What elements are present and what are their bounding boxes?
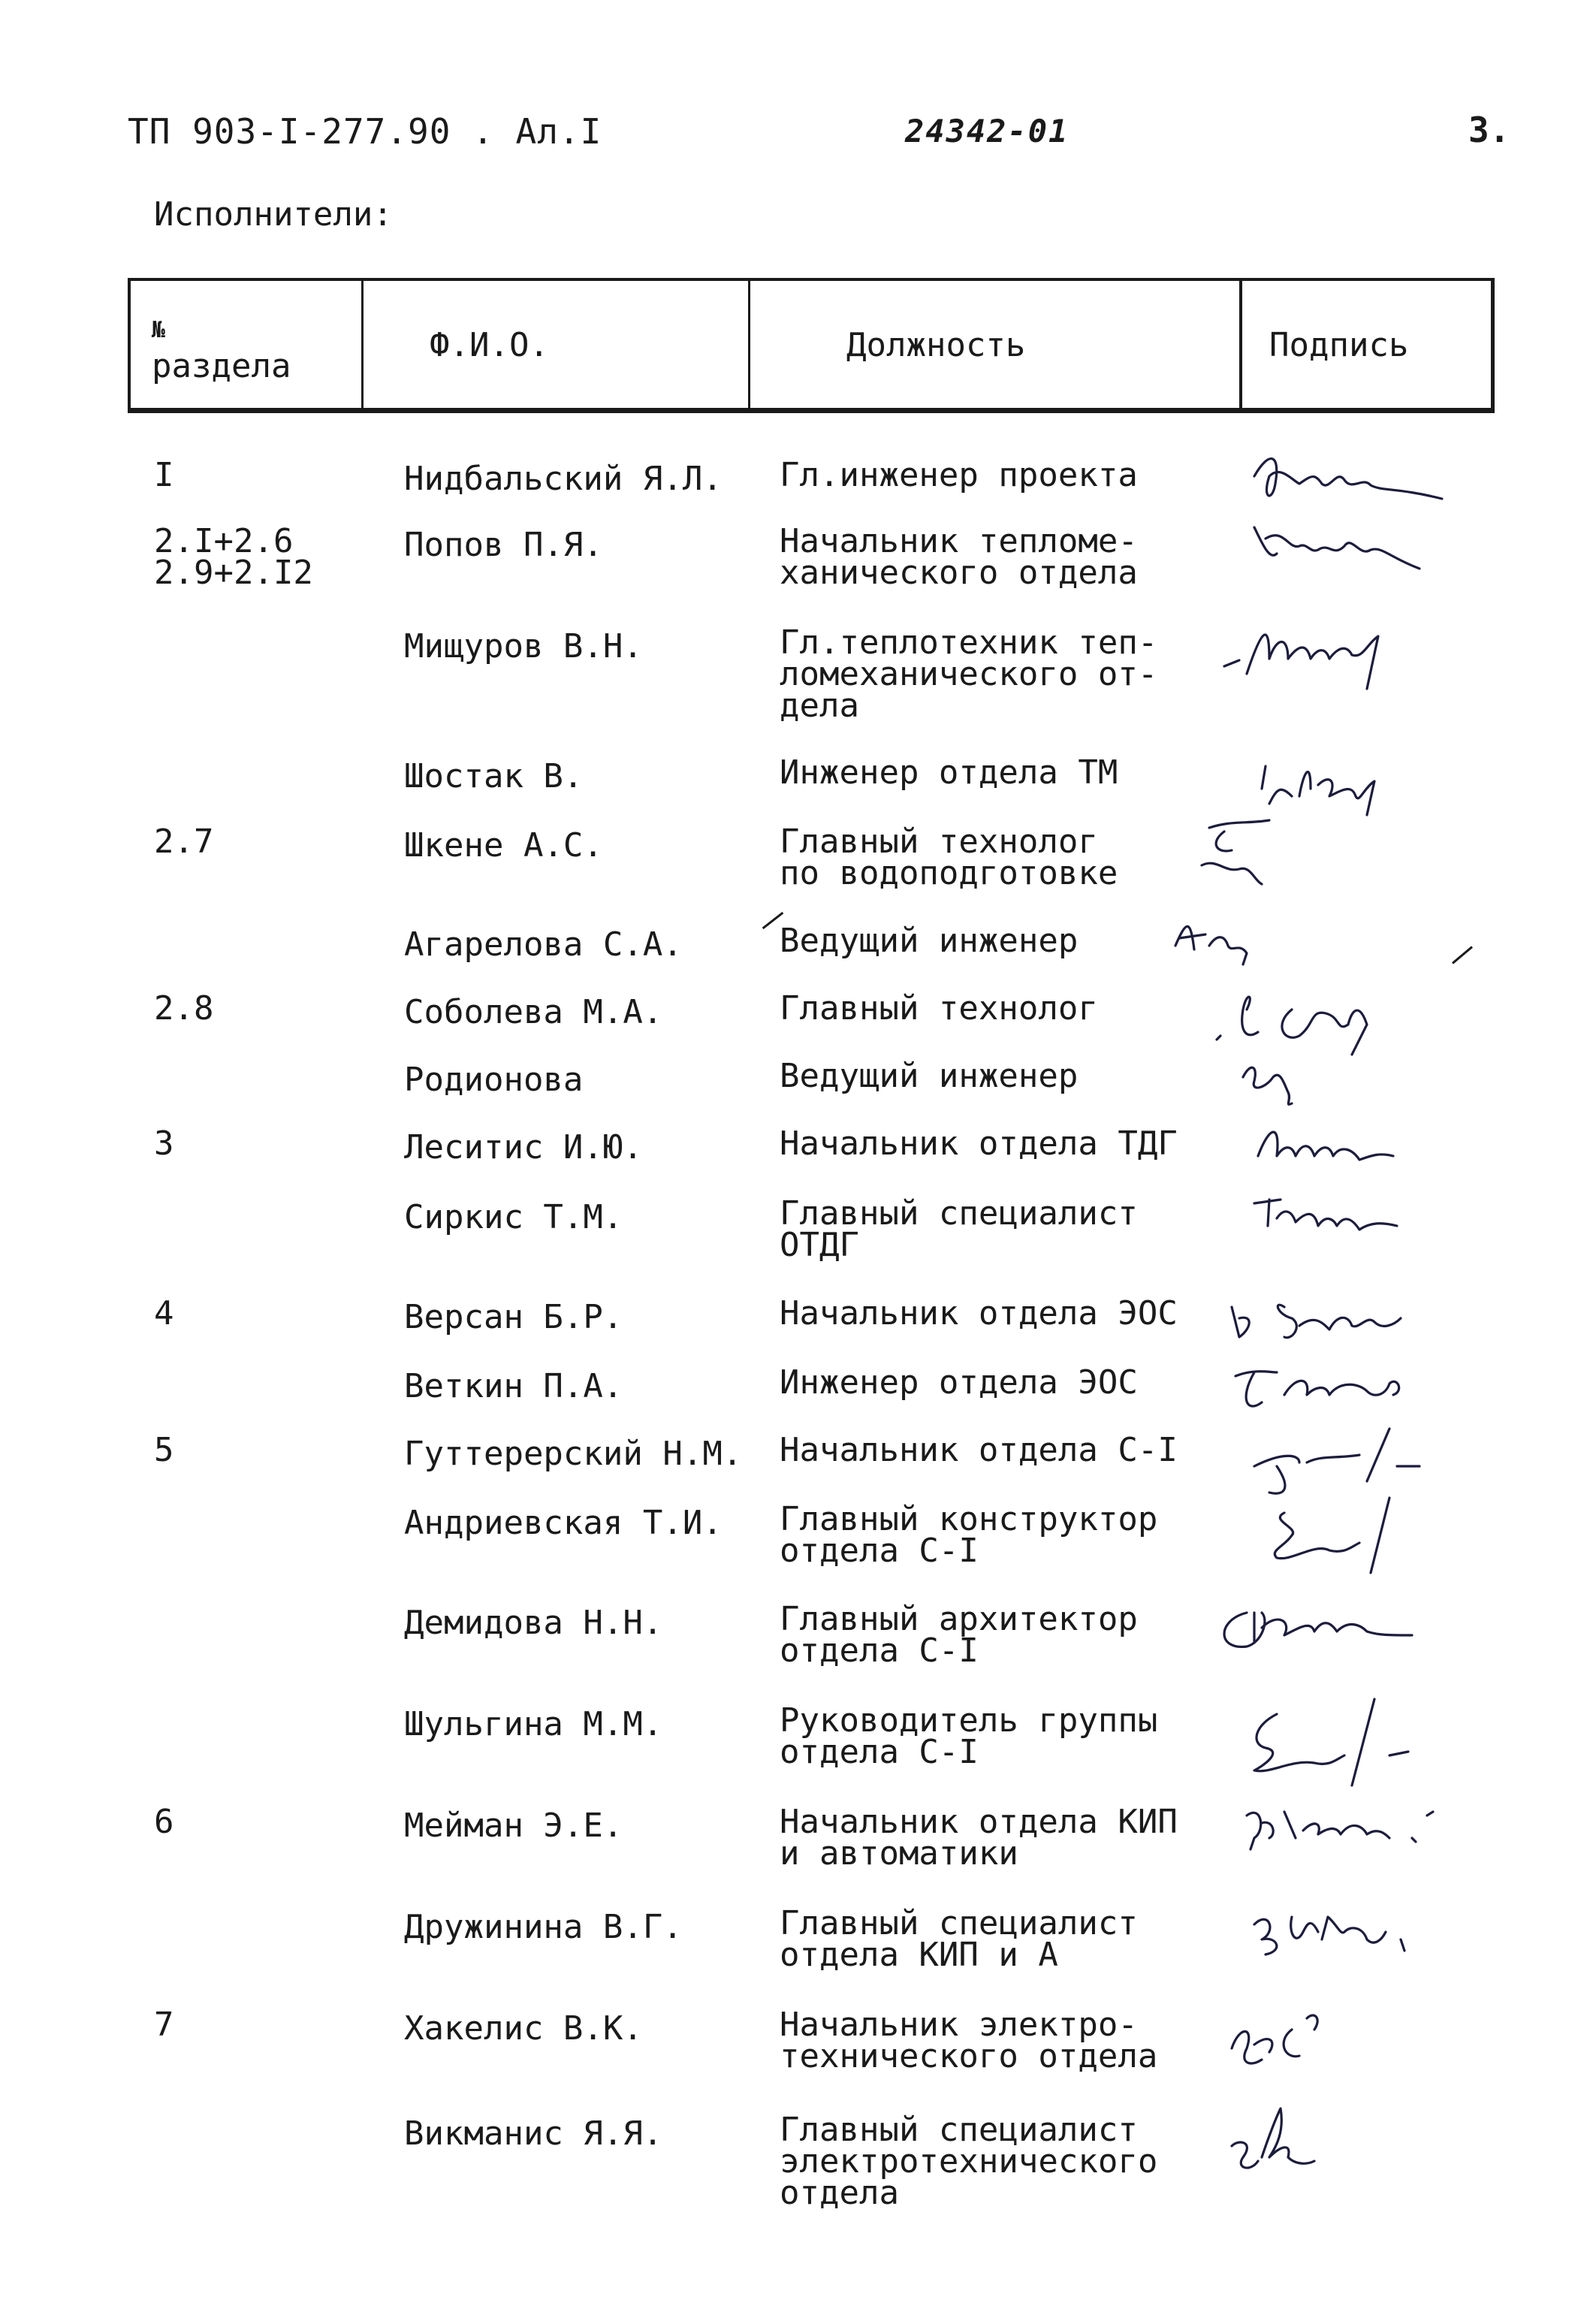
performer-position: Инженер отдела ТМ <box>780 753 1118 792</box>
handwritten-signature <box>1164 912 1284 964</box>
handwritten-signature <box>1232 1047 1337 1107</box>
performer-position: Начальник отдела КИП и автоматики <box>780 1803 1178 1873</box>
handwritten-signature <box>1239 1115 1412 1175</box>
handwritten-signature <box>1239 1185 1412 1245</box>
performer-position: Начальник электро- технического отдела <box>780 2006 1158 2075</box>
performer-name: Версан Б.Р. <box>404 1298 623 1336</box>
performer-position: Инженер отдела ЭОС <box>780 1363 1138 1402</box>
handwritten-signature <box>1217 614 1412 696</box>
handwritten-signature <box>1179 813 1322 895</box>
performer-name: Дружинина В.Г. <box>404 1908 683 1946</box>
document-code: ТП 903-I-277.90 . Ал.I <box>128 111 602 152</box>
performer-name: Леситис И.Ю. <box>404 1128 643 1167</box>
performer-name: Соболева М.А. <box>404 993 663 1031</box>
handwritten-signature <box>1232 1793 1442 1853</box>
number-sign: № <box>152 317 166 343</box>
document-number: 24342-01 <box>905 113 1070 149</box>
performer-position: Ведущий инженер <box>780 1057 1079 1095</box>
handwritten-signature <box>1217 1284 1412 1360</box>
header-cell-signature <box>1242 281 1494 408</box>
performer-name: Шульгина М.М. <box>404 1705 663 1743</box>
performer-position: Главный архитектор отдела С-I <box>780 1600 1138 1670</box>
performer-position: Главный специалист ОТДГ <box>780 1194 1138 1264</box>
section-number: 2.I+2.6 2.9+2.I2 <box>154 522 313 592</box>
handwritten-signature <box>1209 1996 1344 2078</box>
header-position-label: Должность <box>846 326 1026 364</box>
handwritten-signature <box>1217 1354 1412 1421</box>
performer-name: Нидбальский Я.Л. <box>404 460 723 498</box>
section-number: I <box>154 456 174 494</box>
section-number: 7 <box>154 2006 174 2044</box>
handwritten-signature <box>1217 1692 1412 1797</box>
performer-name: Андриевская Т.И. <box>404 1504 723 1542</box>
handwritten-signature <box>1239 512 1435 580</box>
performer-position: Начальник отдела С-I <box>780 1431 1178 1469</box>
header-cell-fio <box>364 281 750 408</box>
handwritten-signature <box>1239 1490 1420 1580</box>
performer-name: Веткин П.А. <box>404 1367 623 1405</box>
handwritten-signature <box>1247 744 1420 819</box>
section-number: 5 <box>154 1431 174 1469</box>
page-number: 3. <box>1468 110 1510 150</box>
performer-name: Попов П.Я. <box>404 526 603 564</box>
performer-position: Руководитель группы отдела С-I <box>780 1701 1158 1771</box>
header-cell-section <box>131 281 364 408</box>
pen-mark <box>1452 946 1473 964</box>
header-section-label: раздела <box>152 347 291 385</box>
section-number: 3 <box>154 1124 174 1163</box>
performer-position: Гл.теплотехник теп- ломеханического от- дела <box>780 623 1158 725</box>
section-title: Исполнители: <box>154 195 393 234</box>
performer-name: Мищуров В.Н. <box>404 627 643 666</box>
handwritten-signature <box>1239 446 1450 514</box>
performer-name: Демидова Н.Н. <box>404 1604 663 1642</box>
header-fio-label: Ф.И.О. <box>430 326 549 364</box>
performer-name: Викманис Я.Я. <box>404 2114 663 2153</box>
performer-position: Начальник отдела ЭОС <box>780 1294 1178 1333</box>
performer-name: Сиркис Т.М. <box>404 1198 623 1236</box>
performer-name: Шостак В. <box>404 757 584 795</box>
performer-name: Родионова <box>404 1061 584 1099</box>
performer-position: Главный специалист отдела КИП и А <box>780 1904 1138 1974</box>
performer-position: Гл.инженер проекта <box>780 456 1138 494</box>
performer-position: Главный технолог по водоподготовке <box>780 822 1118 892</box>
handwritten-signature <box>1202 1590 1427 1665</box>
table-header <box>128 278 1495 413</box>
performer-name: Мейман Э.Е. <box>404 1806 623 1845</box>
handwritten-signature <box>1209 2101 1344 2184</box>
performer-position: Главный специалист электротехнического отдела <box>780 2111 1158 2212</box>
section-number: 2.7 <box>154 822 214 861</box>
performer-name: Шкене А.С. <box>404 826 603 865</box>
header-signature-label: Подпись <box>1269 326 1409 364</box>
performer-position: Начальник тепломе- ханического отдела <box>780 522 1138 592</box>
section-number: 6 <box>154 1803 174 1841</box>
performer-position: Ведущий инженер <box>780 922 1079 960</box>
performer-name: Гуттерерский Н.М. <box>404 1435 743 1473</box>
section-number: 2.8 <box>154 989 214 1028</box>
performer-position: Главный конструктор отдела С-I <box>780 1500 1158 1570</box>
handwritten-signature <box>1232 1894 1427 1969</box>
performer-name: Хакелис В.К. <box>404 2009 643 2048</box>
performer-position: Начальник отдела ТДГ <box>780 1124 1178 1163</box>
header-cell-position <box>750 281 1242 408</box>
performer-name: Агарелова С.А. <box>404 925 683 964</box>
section-number: 4 <box>154 1294 174 1333</box>
performer-position: Главный технолог <box>780 989 1098 1028</box>
